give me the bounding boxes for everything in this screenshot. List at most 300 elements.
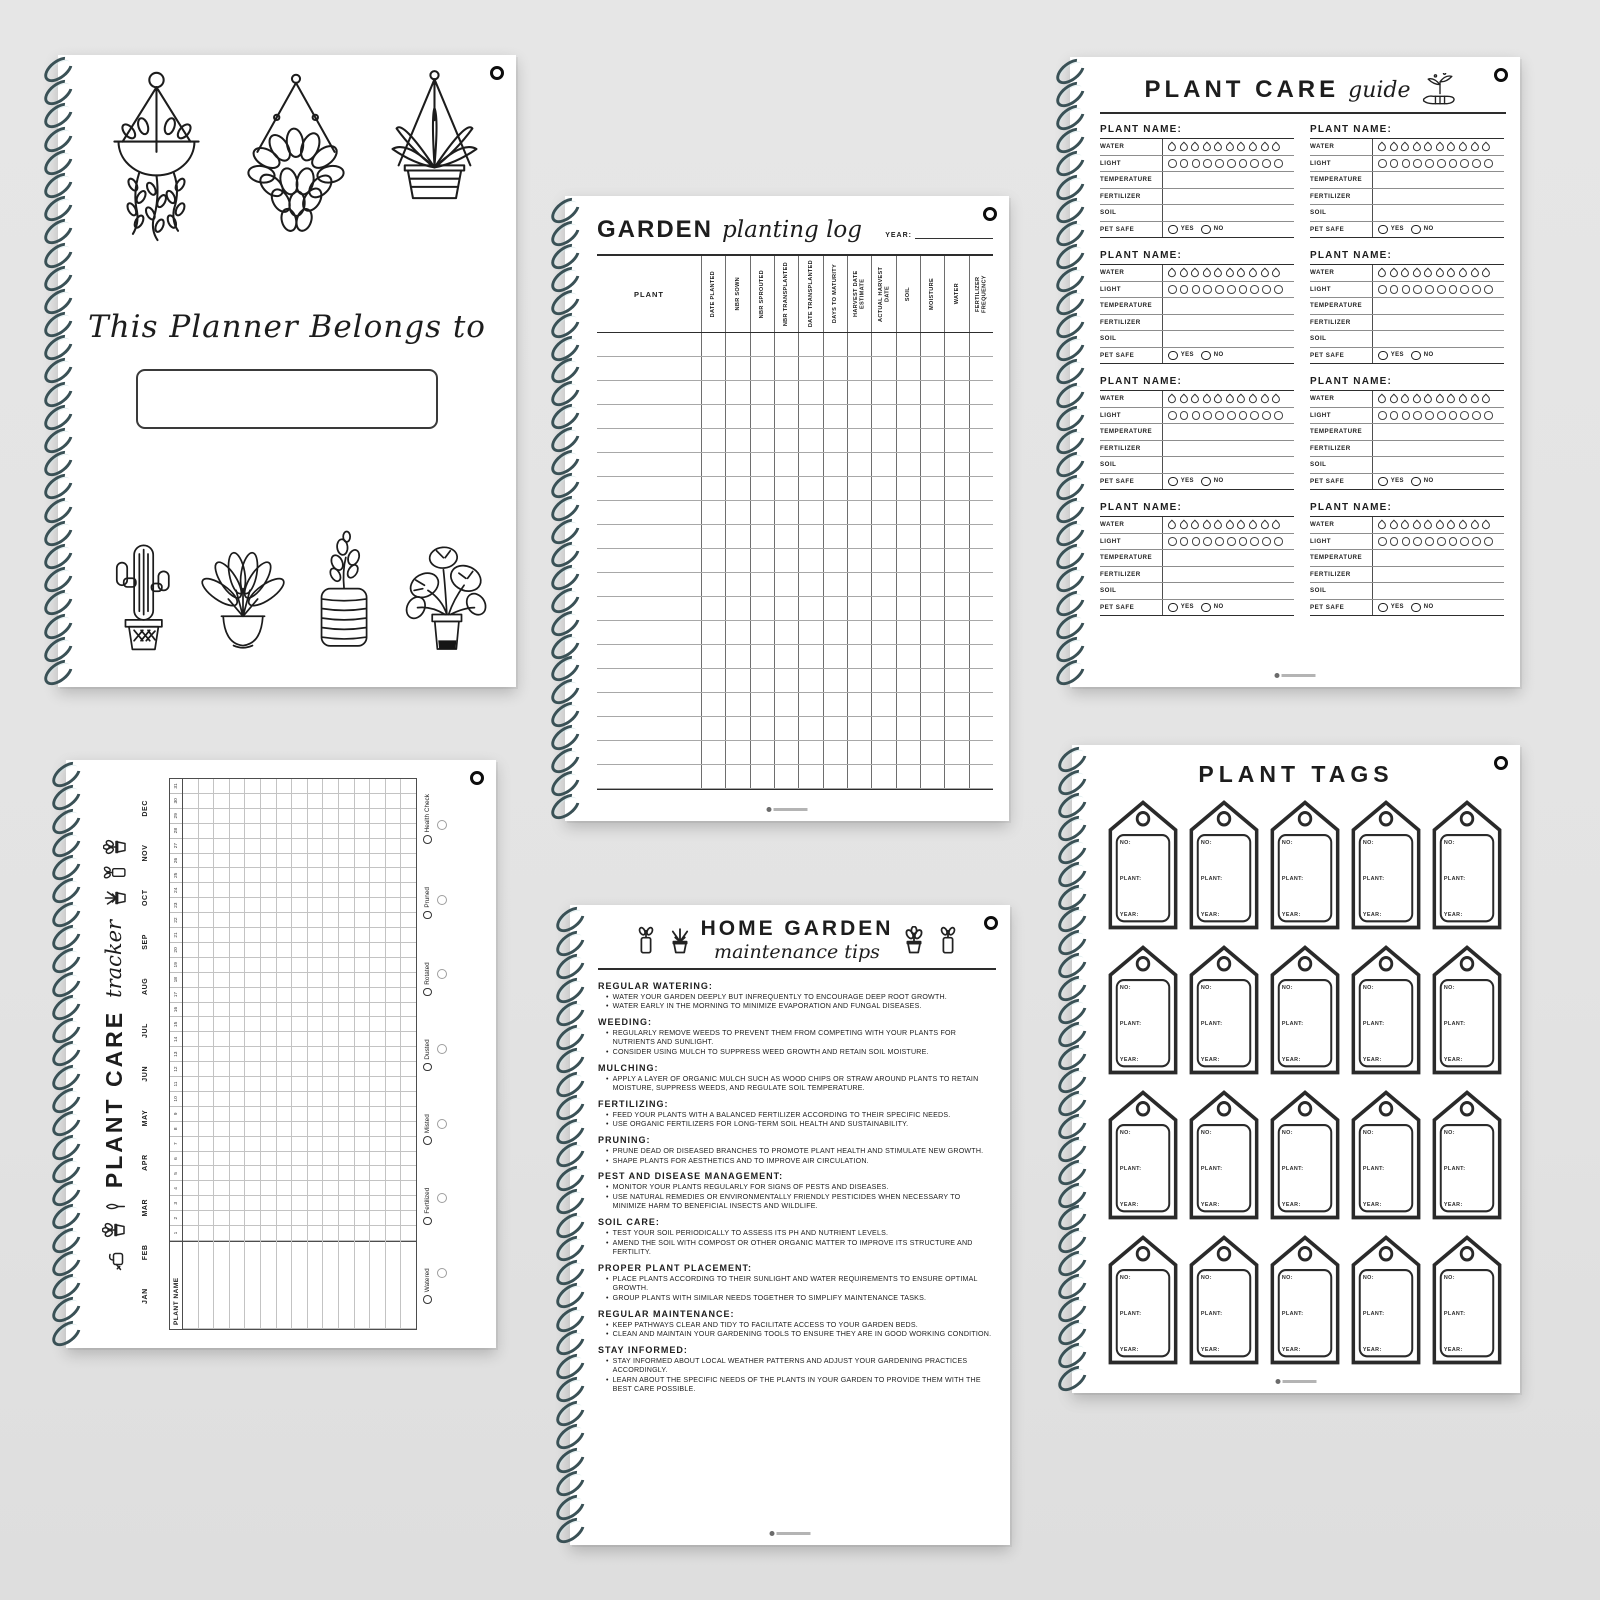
tag-field-label[interactable]: NO: xyxy=(1443,840,1455,847)
month-label[interactable]: MAR xyxy=(142,1198,149,1217)
tracker-day-cell[interactable] xyxy=(308,1166,323,1181)
tracker-day-cell[interactable] xyxy=(323,1047,338,1062)
log-cell[interactable] xyxy=(823,381,847,404)
tracker-day-cell[interactable] xyxy=(245,839,260,854)
tracker-day-cell[interactable] xyxy=(292,1152,307,1167)
tracker-day-cell[interactable] xyxy=(245,1092,260,1107)
log-cell[interactable] xyxy=(823,621,847,644)
year-field[interactable] xyxy=(915,228,993,239)
pet-safe-yes-radio[interactable] xyxy=(1168,225,1178,235)
tracker-day-cell[interactable] xyxy=(386,943,401,958)
log-cell[interactable] xyxy=(750,573,774,596)
pet-safe-yes-radio[interactable] xyxy=(1168,477,1178,487)
log-cell[interactable] xyxy=(701,741,725,764)
tracker-day-cell[interactable] xyxy=(245,928,260,943)
tracker-day-cell[interactable] xyxy=(308,958,323,973)
tracker-day-cell[interactable] xyxy=(386,868,401,883)
tracker-day-cell[interactable] xyxy=(401,958,416,973)
tag-field-label[interactable]: YEAR: xyxy=(1119,1202,1139,1209)
tag-field-label[interactable]: YEAR: xyxy=(1362,1202,1382,1209)
log-cell[interactable] xyxy=(597,741,701,764)
water-drop-icon[interactable] xyxy=(1166,519,1178,531)
water-drop-icon[interactable] xyxy=(1270,393,1282,405)
tracker-day-cell[interactable] xyxy=(277,1062,292,1077)
log-cell[interactable] xyxy=(823,429,847,452)
tag-field-label[interactable]: YEAR: xyxy=(1281,1347,1301,1354)
tracker-day-cell[interactable] xyxy=(245,1032,260,1047)
log-cell[interactable] xyxy=(597,525,701,548)
tag-field-label[interactable]: PLANT: xyxy=(1443,1166,1466,1173)
log-cell[interactable] xyxy=(750,429,774,452)
tracker-day-cell[interactable] xyxy=(261,1047,276,1062)
tracker-day-cell[interactable] xyxy=(199,794,214,809)
tracker-day-cell[interactable] xyxy=(386,883,401,898)
tracker-day-cell[interactable] xyxy=(386,913,401,928)
light-level-icon[interactable] xyxy=(1227,159,1236,168)
water-drop-icon[interactable] xyxy=(1376,519,1388,531)
tracker-day-cell[interactable] xyxy=(386,1047,401,1062)
water-drop-icon[interactable] xyxy=(1457,393,1469,405)
tracker-day-cell[interactable] xyxy=(292,973,307,988)
tracker-day-cell[interactable] xyxy=(261,973,276,988)
pet-safe-no-radio[interactable] xyxy=(1411,477,1421,487)
water-drop-icon[interactable] xyxy=(1213,519,1225,531)
tracker-day-cell[interactable] xyxy=(339,913,354,928)
light-level-icon[interactable] xyxy=(1484,285,1493,294)
tracker-day-cell[interactable] xyxy=(199,928,214,943)
tracker-day-cell[interactable] xyxy=(214,1032,229,1047)
tracker-day-cell[interactable] xyxy=(277,854,292,869)
guide-row-value[interactable] xyxy=(1162,298,1294,314)
tracker-day-cell[interactable] xyxy=(277,988,292,1003)
pet-safe-yes-radio[interactable] xyxy=(1168,351,1178,361)
tracker-day-cell[interactable] xyxy=(355,809,370,824)
tracker-day-cell[interactable] xyxy=(323,943,338,958)
guide-row-value[interactable] xyxy=(1162,391,1294,407)
tracker-day-cell[interactable] xyxy=(401,943,416,958)
tracker-day-cell[interactable] xyxy=(261,794,276,809)
log-cell[interactable] xyxy=(847,405,871,428)
log-cell[interactable] xyxy=(969,357,993,380)
light-level-icon[interactable] xyxy=(1274,159,1283,168)
guide-row-value[interactable] xyxy=(1162,222,1294,238)
tracker-day-cell[interactable] xyxy=(214,898,229,913)
water-drop-icon[interactable] xyxy=(1213,267,1225,279)
tracker-day-cell[interactable] xyxy=(323,1122,338,1137)
water-drop-icon[interactable] xyxy=(1213,393,1225,405)
tracker-day-cell[interactable] xyxy=(401,794,416,809)
tag-field-label[interactable]: PLANT: xyxy=(1200,876,1223,883)
log-cell[interactable] xyxy=(847,477,871,500)
log-cell[interactable] xyxy=(920,525,944,548)
log-cell[interactable] xyxy=(896,765,920,788)
tracker-day-cell[interactable] xyxy=(261,809,276,824)
tracker-day-cell[interactable] xyxy=(245,973,260,988)
tracker-day-cell[interactable] xyxy=(339,854,354,869)
tracker-day-cell[interactable] xyxy=(401,1062,416,1077)
light-level-icon[interactable] xyxy=(1460,537,1469,546)
tracker-day-cell[interactable] xyxy=(245,1196,260,1211)
log-cell[interactable] xyxy=(798,597,822,620)
tracker-day-cell[interactable] xyxy=(261,1196,276,1211)
tracker-day-cell[interactable] xyxy=(339,1107,354,1122)
log-cell[interactable] xyxy=(750,621,774,644)
water-drop-icon[interactable] xyxy=(1259,141,1271,153)
tracker-day-cell[interactable] xyxy=(199,1003,214,1018)
tag-field-label[interactable]: NO: xyxy=(1119,985,1131,992)
tracker-day-cell[interactable] xyxy=(323,1196,338,1211)
tracker-day-cell[interactable] xyxy=(261,1211,276,1226)
light-level-icon[interactable] xyxy=(1437,285,1446,294)
log-cell[interactable] xyxy=(750,501,774,524)
tracker-day-cell[interactable] xyxy=(292,1211,307,1226)
log-cell[interactable] xyxy=(896,477,920,500)
water-drop-icon[interactable] xyxy=(1270,519,1282,531)
tracker-day-cell[interactable] xyxy=(370,1003,385,1018)
log-cell[interactable] xyxy=(597,717,701,740)
log-cell[interactable] xyxy=(750,693,774,716)
tracker-day-cell[interactable] xyxy=(199,1047,214,1062)
log-cell[interactable] xyxy=(597,693,701,716)
tracker-day-cell[interactable] xyxy=(401,854,416,869)
log-cell[interactable] xyxy=(920,693,944,716)
guide-row-value[interactable] xyxy=(1162,139,1294,155)
log-cell[interactable] xyxy=(750,333,774,356)
log-cell[interactable] xyxy=(896,573,920,596)
tracker-day-cell[interactable] xyxy=(308,1226,323,1241)
log-cell[interactable] xyxy=(750,741,774,764)
tracker-day-cell[interactable] xyxy=(199,1122,214,1137)
tracker-plant-name-cell[interactable] xyxy=(401,1241,416,1329)
tracker-day-cell[interactable] xyxy=(230,854,245,869)
tracker-day-cell[interactable] xyxy=(339,928,354,943)
log-cell[interactable] xyxy=(725,333,749,356)
tracker-day-cell[interactable] xyxy=(308,809,323,824)
light-level-icon[interactable] xyxy=(1168,411,1177,420)
tag-field-label[interactable]: YEAR: xyxy=(1200,1202,1220,1209)
tracker-day-cell[interactable] xyxy=(339,1211,354,1226)
log-cell[interactable] xyxy=(896,453,920,476)
light-level-icon[interactable] xyxy=(1180,537,1189,546)
tracker-day-cell[interactable] xyxy=(292,1062,307,1077)
tracker-day-cell[interactable] xyxy=(323,898,338,913)
tag-field-label[interactable]: YEAR: xyxy=(1119,912,1139,919)
tracker-day-cell[interactable] xyxy=(386,1062,401,1077)
light-level-icon[interactable] xyxy=(1484,159,1493,168)
legend-circle-icon[interactable] xyxy=(423,988,432,997)
log-cell[interactable] xyxy=(774,453,798,476)
tracker-day-cell[interactable] xyxy=(386,1226,401,1241)
tag-field-label[interactable]: PLANT: xyxy=(1443,1021,1466,1028)
tracker-day-cell[interactable] xyxy=(245,794,260,809)
tracker-day-cell[interactable] xyxy=(292,898,307,913)
log-cell[interactable] xyxy=(871,381,895,404)
tracker-day-cell[interactable] xyxy=(401,883,416,898)
light-level-icon[interactable] xyxy=(1378,537,1387,546)
tracker-day-cell[interactable] xyxy=(292,824,307,839)
log-cell[interactable] xyxy=(701,405,725,428)
tracker-day-cell[interactable] xyxy=(183,1003,198,1018)
tracker-day-cell[interactable] xyxy=(230,1017,245,1032)
tracker-day-cell[interactable] xyxy=(386,1107,401,1122)
guide-row-value[interactable] xyxy=(1372,298,1504,314)
tracker-day-cell[interactable] xyxy=(245,913,260,928)
tracker-day-cell[interactable] xyxy=(199,913,214,928)
tracker-day-cell[interactable] xyxy=(355,1196,370,1211)
log-cell[interactable] xyxy=(944,717,968,740)
tracker-day-cell[interactable] xyxy=(323,1032,338,1047)
tracker-plant-name-cell[interactable] xyxy=(323,1241,338,1329)
tag-field-label[interactable]: YEAR: xyxy=(1443,912,1463,919)
tag-field-label[interactable]: PLANT: xyxy=(1119,1021,1142,1028)
water-drop-icon[interactable] xyxy=(1189,141,1201,153)
tracker-day-cell[interactable] xyxy=(308,854,323,869)
tracker-day-cell[interactable] xyxy=(183,794,198,809)
light-level-icon[interactable] xyxy=(1472,537,1481,546)
log-cell[interactable] xyxy=(750,549,774,572)
log-cell[interactable] xyxy=(725,717,749,740)
light-level-icon[interactable] xyxy=(1227,537,1236,546)
tracker-day-cell[interactable] xyxy=(230,794,245,809)
tracker-day-cell[interactable] xyxy=(214,1047,229,1062)
log-cell[interactable] xyxy=(725,741,749,764)
light-level-icon[interactable] xyxy=(1262,411,1271,420)
light-level-icon[interactable] xyxy=(1413,285,1422,294)
log-cell[interactable] xyxy=(871,645,895,668)
tracker-day-cell[interactable] xyxy=(245,824,260,839)
tracker-day-cell[interactable] xyxy=(183,779,198,794)
guide-row-value[interactable] xyxy=(1372,457,1504,473)
tracker-day-cell[interactable] xyxy=(230,1196,245,1211)
tracker-day-cell[interactable] xyxy=(339,883,354,898)
tracker-day-cell[interactable] xyxy=(199,898,214,913)
log-cell[interactable] xyxy=(823,597,847,620)
tracker-day-cell[interactable] xyxy=(292,1181,307,1196)
tracker-day-cell[interactable] xyxy=(355,779,370,794)
tracker-day-cell[interactable] xyxy=(261,1166,276,1181)
tracker-day-cell[interactable] xyxy=(323,1017,338,1032)
tracker-day-cell[interactable] xyxy=(339,958,354,973)
tracker-day-cell[interactable] xyxy=(355,868,370,883)
water-drop-icon[interactable] xyxy=(1457,267,1469,279)
water-drop-icon[interactable] xyxy=(1446,393,1458,405)
log-cell[interactable] xyxy=(969,477,993,500)
water-drop-icon[interactable] xyxy=(1224,519,1236,531)
log-cell[interactable] xyxy=(896,501,920,524)
tracker-day-cell[interactable] xyxy=(214,1062,229,1077)
log-cell[interactable] xyxy=(969,405,993,428)
tag-field-label[interactable]: NO: xyxy=(1119,1130,1131,1137)
light-level-icon[interactable] xyxy=(1239,537,1248,546)
tracker-day-cell[interactable] xyxy=(339,779,354,794)
log-cell[interactable] xyxy=(774,477,798,500)
tag-field-label[interactable]: YEAR: xyxy=(1281,1202,1301,1209)
tracker-day-cell[interactable] xyxy=(323,988,338,1003)
log-cell[interactable] xyxy=(871,501,895,524)
tracker-day-cell[interactable] xyxy=(277,883,292,898)
log-cell[interactable] xyxy=(725,573,749,596)
tracker-day-cell[interactable] xyxy=(292,943,307,958)
log-cell[interactable] xyxy=(725,765,749,788)
log-cell[interactable] xyxy=(725,429,749,452)
legend-circle-icon[interactable] xyxy=(423,1217,432,1226)
tracker-day-cell[interactable] xyxy=(183,1166,198,1181)
tracker-day-cell[interactable] xyxy=(261,1137,276,1152)
log-cell[interactable] xyxy=(597,333,701,356)
water-drop-icon[interactable] xyxy=(1399,267,1411,279)
light-level-icon[interactable] xyxy=(1203,537,1212,546)
tracker-day-cell[interactable] xyxy=(214,973,229,988)
tracker-day-cell[interactable] xyxy=(308,1181,323,1196)
light-level-icon[interactable] xyxy=(1168,537,1177,546)
water-drop-icon[interactable] xyxy=(1457,141,1469,153)
log-cell[interactable] xyxy=(944,405,968,428)
log-cell[interactable] xyxy=(597,621,701,644)
water-drop-icon[interactable] xyxy=(1446,141,1458,153)
log-cell[interactable] xyxy=(798,669,822,692)
tracker-day-cell[interactable] xyxy=(401,1032,416,1047)
tracker-day-cell[interactable] xyxy=(277,1092,292,1107)
water-drop-icon[interactable] xyxy=(1399,393,1411,405)
guide-row-value[interactable] xyxy=(1162,517,1294,533)
log-cell[interactable] xyxy=(920,597,944,620)
tracker-day-cell[interactable] xyxy=(323,1137,338,1152)
tracker-day-cell[interactable] xyxy=(370,1196,385,1211)
water-drop-icon[interactable] xyxy=(1411,393,1423,405)
water-drop-icon[interactable] xyxy=(1434,393,1446,405)
tracker-day-cell[interactable] xyxy=(386,839,401,854)
water-drop-icon[interactable] xyxy=(1224,267,1236,279)
log-cell[interactable] xyxy=(871,333,895,356)
month-label[interactable]: APR xyxy=(142,1154,149,1171)
guide-row-value[interactable] xyxy=(1372,600,1504,616)
tracker-day-cell[interactable] xyxy=(261,1092,276,1107)
tracker-day-cell[interactable] xyxy=(308,868,323,883)
tracker-day-cell[interactable] xyxy=(230,898,245,913)
log-cell[interactable] xyxy=(701,669,725,692)
light-level-icon[interactable] xyxy=(1239,159,1248,168)
tracker-day-cell[interactable] xyxy=(386,1166,401,1181)
log-cell[interactable] xyxy=(750,357,774,380)
tracker-day-cell[interactable] xyxy=(230,1152,245,1167)
water-drop-icon[interactable] xyxy=(1469,393,1481,405)
log-cell[interactable] xyxy=(920,429,944,452)
tracker-plant-name-cell[interactable] xyxy=(214,1241,229,1329)
tracker-day-cell[interactable] xyxy=(230,988,245,1003)
tracker-day-cell[interactable] xyxy=(401,1181,416,1196)
tracker-day-cell[interactable] xyxy=(199,958,214,973)
water-drop-icon[interactable] xyxy=(1446,519,1458,531)
tracker-day-cell[interactable] xyxy=(370,868,385,883)
water-drop-icon[interactable] xyxy=(1178,393,1190,405)
tracker-plant-name-cell[interactable] xyxy=(339,1241,354,1329)
tracker-day-cell[interactable] xyxy=(214,854,229,869)
log-cell[interactable] xyxy=(847,573,871,596)
month-label[interactable]: FEB xyxy=(142,1244,149,1261)
log-cell[interactable] xyxy=(896,717,920,740)
guide-row-value[interactable] xyxy=(1162,583,1294,599)
tracker-day-cell[interactable] xyxy=(292,794,307,809)
month-label[interactable]: JAN xyxy=(142,1288,149,1304)
light-level-icon[interactable] xyxy=(1274,411,1283,420)
log-cell[interactable] xyxy=(920,501,944,524)
light-level-icon[interactable] xyxy=(1390,159,1399,168)
log-cell[interactable] xyxy=(896,549,920,572)
log-cell[interactable] xyxy=(750,453,774,476)
tracker-day-cell[interactable] xyxy=(199,1152,214,1167)
pet-safe-yes-radio[interactable] xyxy=(1378,603,1388,613)
guide-row-value[interactable] xyxy=(1372,205,1504,221)
water-drop-icon[interactable] xyxy=(1236,267,1248,279)
tracker-day-cell[interactable] xyxy=(199,1107,214,1122)
water-drop-icon[interactable] xyxy=(1480,393,1492,405)
tracker-day-cell[interactable] xyxy=(386,1077,401,1092)
water-drop-icon[interactable] xyxy=(1166,393,1178,405)
water-drop-icon[interactable] xyxy=(1166,267,1178,279)
tracker-day-cell[interactable] xyxy=(355,973,370,988)
tracker-day-cell[interactable] xyxy=(401,898,416,913)
tracker-day-cell[interactable] xyxy=(386,1211,401,1226)
tracker-day-cell[interactable] xyxy=(277,1181,292,1196)
tag-field-label[interactable]: YEAR: xyxy=(1200,912,1220,919)
light-level-icon[interactable] xyxy=(1449,285,1458,294)
guide-row-value[interactable] xyxy=(1372,315,1504,331)
tracker-day-cell[interactable] xyxy=(339,1032,354,1047)
tracker-day-cell[interactable] xyxy=(214,928,229,943)
month-label[interactable]: OCT xyxy=(142,889,149,906)
log-cell[interactable] xyxy=(920,741,944,764)
tracker-day-cell[interactable] xyxy=(292,779,307,794)
tracker-day-cell[interactable] xyxy=(308,973,323,988)
log-cell[interactable] xyxy=(847,501,871,524)
tracker-day-cell[interactable] xyxy=(355,1226,370,1241)
tracker-day-cell[interactable] xyxy=(292,988,307,1003)
legend-circle-icon[interactable] xyxy=(423,835,432,844)
tracker-day-cell[interactable] xyxy=(370,913,385,928)
tracker-day-cell[interactable] xyxy=(183,928,198,943)
tracker-day-cell[interactable] xyxy=(183,1226,198,1241)
tracker-day-cell[interactable] xyxy=(199,868,214,883)
tracker-day-cell[interactable] xyxy=(214,913,229,928)
tag-field-label[interactable]: YEAR: xyxy=(1281,912,1301,919)
water-drop-icon[interactable] xyxy=(1247,141,1259,153)
tag-field-label[interactable]: PLANT: xyxy=(1362,876,1385,883)
log-cell[interactable] xyxy=(944,477,968,500)
log-cell[interactable] xyxy=(823,741,847,764)
tracker-day-cell[interactable] xyxy=(245,898,260,913)
log-cell[interactable] xyxy=(969,501,993,524)
tracker-day-cell[interactable] xyxy=(230,1166,245,1181)
tracker-day-cell[interactable] xyxy=(292,1092,307,1107)
light-level-icon[interactable] xyxy=(1402,411,1411,420)
water-drop-icon[interactable] xyxy=(1201,393,1213,405)
light-level-icon[interactable] xyxy=(1262,159,1271,168)
guide-row-value[interactable] xyxy=(1372,474,1504,490)
log-cell[interactable] xyxy=(725,357,749,380)
log-cell[interactable] xyxy=(944,765,968,788)
tracker-day-cell[interactable] xyxy=(401,973,416,988)
tag-field-label[interactable]: YEAR: xyxy=(1200,1057,1220,1064)
water-drop-icon[interactable] xyxy=(1469,141,1481,153)
log-cell[interactable] xyxy=(725,693,749,716)
water-drop-icon[interactable] xyxy=(1388,393,1400,405)
guide-row-value[interactable] xyxy=(1162,205,1294,221)
log-cell[interactable] xyxy=(701,621,725,644)
tracker-day-cell[interactable] xyxy=(261,1107,276,1122)
tracker-day-cell[interactable] xyxy=(292,1226,307,1241)
log-cell[interactable] xyxy=(750,405,774,428)
tracker-day-cell[interactable] xyxy=(199,1166,214,1181)
